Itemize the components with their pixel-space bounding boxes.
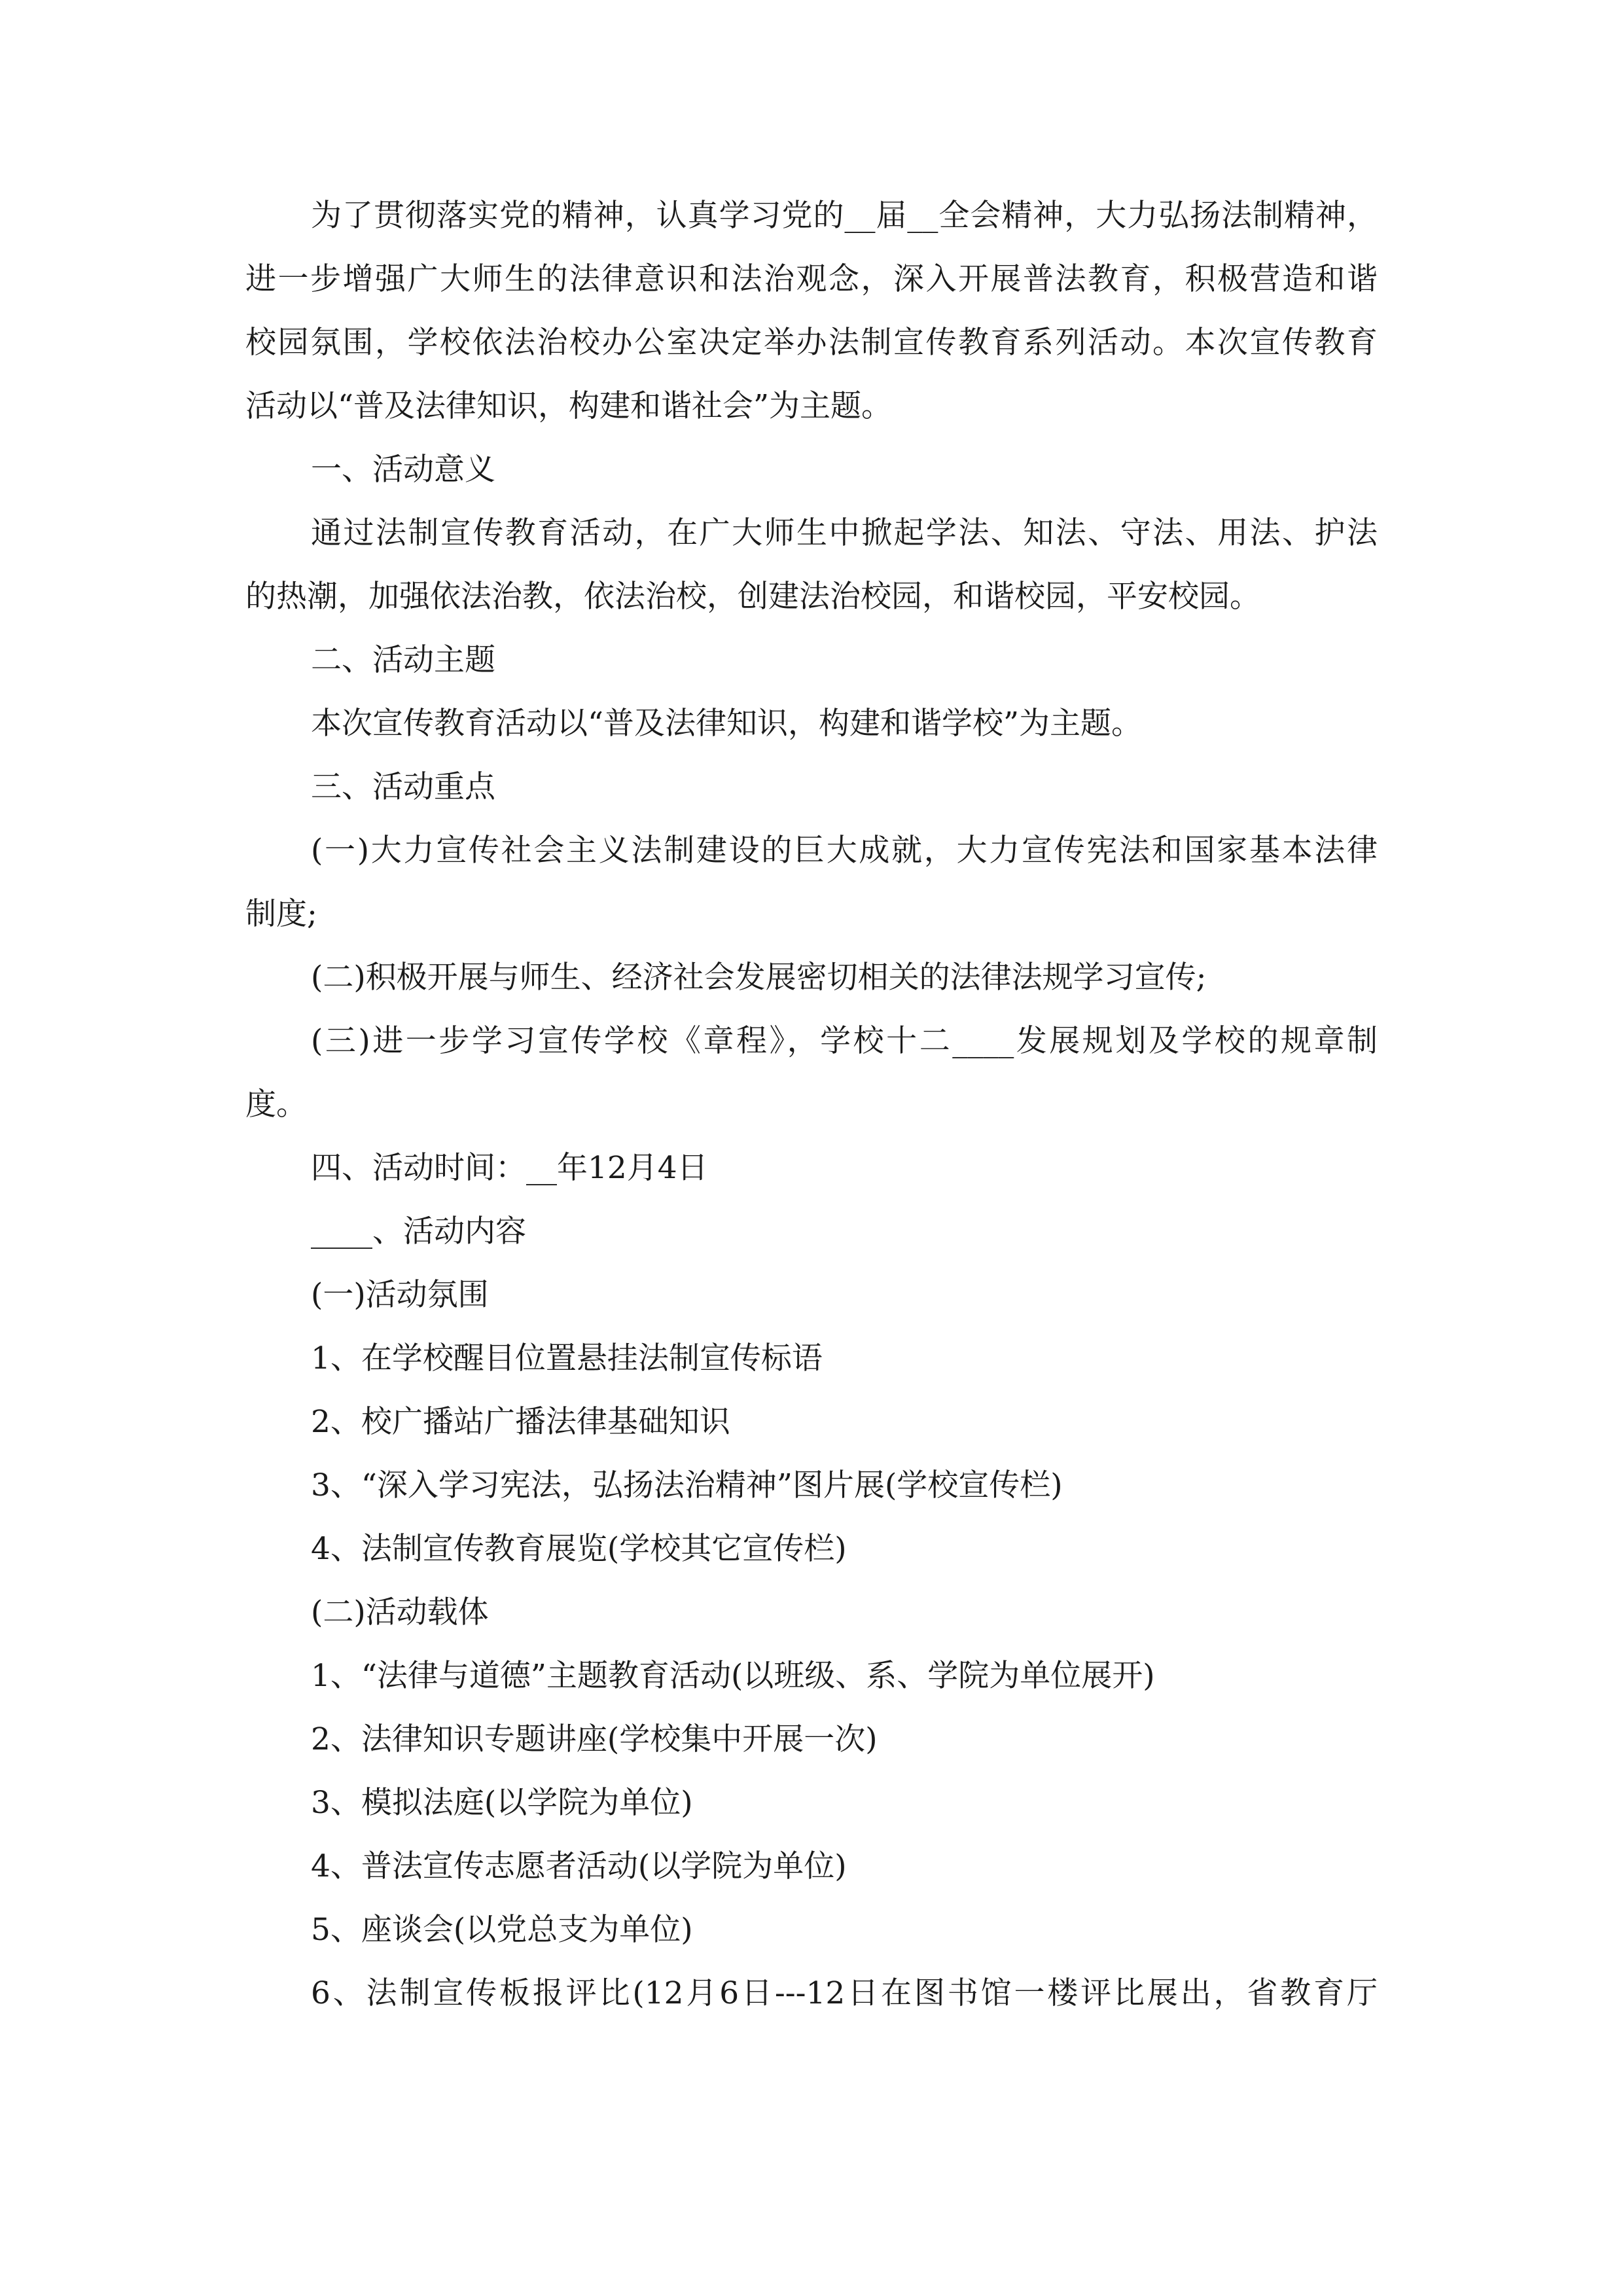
text-line: 1、“法律与道德”主题教育活动(以班级、系、学院为单位展开) [311,1658,1155,1694]
text-line: 6、法制宣传板报评比(12月6日---12日在图书馆一楼评比展出，省教育厅 [311,1975,1378,2011]
text-line: 制度; [245,896,317,932]
text-line: 4、法制宣传教育展览(学校其它宣传栏) [311,1531,847,1567]
text-line: 四、活动时间：__年12月4日 [311,1150,708,1186]
text-line: 3、模拟法庭(以学院为单位) [311,1785,693,1821]
text-line: 通过法制宣传教育活动，在广大师生中掀起学法、知法、守法、用法、护法 [311,515,1378,551]
text-line: 活动以“普及法律知识，构建和谐社会”为主题。 [245,388,893,424]
text-line: (一)活动氛围 [311,1277,489,1313]
text-line: 校园氛围，学校依法治校办公室决定举办法制宣传教育系列活动。本次宣传教育 [245,325,1378,361]
text-line: 2、法律知识专题讲座(学校集中开展一次) [311,1721,878,1757]
text-line: 3、“深入学习宪法，弘扬法治精神”图片展(学校宣传栏) [311,1467,1063,1503]
text-line: 2、校广播站广播法律基础知识 [311,1404,730,1440]
text-line: 三、活动重点 [311,769,495,805]
text-line: 度。 [245,1086,307,1122]
text-line: 一、活动意义 [311,452,495,488]
text-line: 为了贯彻落实党的精神，认真学习党的__届__全会精神，大力弘扬法制精神， [311,198,1378,234]
text-line: (二)活动载体 [311,1594,489,1630]
text-line: (二)积极开展与师生、经济社会发展密切相关的法律法规学习宣传; [311,960,1207,996]
text-line: ____、活动内容 [311,1213,526,1249]
text-line: 1、在学校醒目位置悬挂法制宣传标语 [311,1340,823,1376]
text-line: 本次宣传教育活动以“普及法律知识，构建和谐学校”为主题。 [311,706,1143,742]
text-line: 的热潮，加强依法治教，依法治校，创建法治校园，和谐校园，平安校园。 [245,579,1260,615]
text-line: 4、普法宣传志愿者活动(以学院为单位) [311,1848,847,1884]
text-line: (三)进一步学习宣传学校《章程》，学校十二____发展规划及学校的规章制 [311,1023,1378,1059]
text-line: 5、座谈会(以党总支为单位) [311,1912,693,1948]
text-line: (一)大力宣传社会主义法制建设的巨大成就，大力宣传宪法和国家基本法律 [311,833,1378,869]
text-line: 进一步增强广大师生的法律意识和法治观念，深入开展普法教育，积极营造和谐 [245,261,1378,297]
text-line: 二、活动主题 [311,642,495,678]
